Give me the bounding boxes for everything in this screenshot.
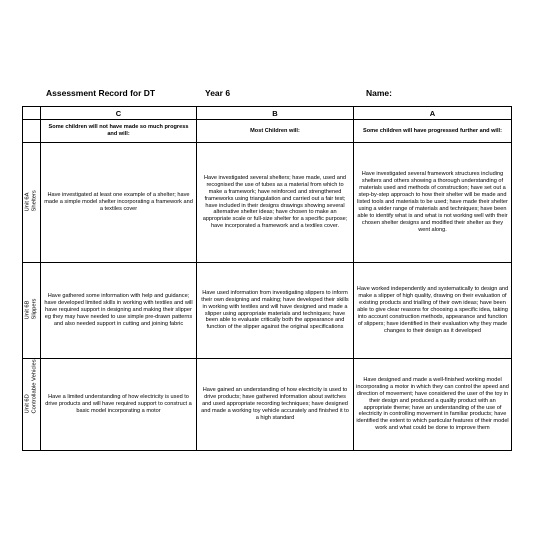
page-title: Assessment Record for DT — [46, 88, 156, 98]
grade-description-row — [23, 120, 512, 143]
grade-b-cell: Have used information from investigating slippers to inform their own designing and making; have developed their skills in working with textiles and will have designed and made a slipper using appropriate materials and techniques; have been able to evaluate critically both the appearance and function of the slipper against the original specifications — [197, 263, 354, 359]
unit-label-cell — [23, 263, 41, 359]
grade-c-cell: Have a limited understanding of how electricity is used to drive products and will have required support to construct a basic model incorporating a motor — [41, 359, 197, 451]
unit-label — [24, 298, 39, 319]
grade-a-heading: A — [354, 107, 512, 120]
grade-b-heading: B — [197, 107, 354, 120]
name-label: Name: — [366, 88, 392, 98]
table-row — [23, 263, 512, 359]
grade-c-description: Some children will not have made so much progress and will: — [41, 120, 197, 143]
table-row — [23, 359, 512, 451]
table-row — [23, 143, 512, 263]
grade-a-cell: Have worked independently and systematically to design and make a slipper of high quality, drawing on their evaluation of existing products and trialling of their own ideas; have been able to give clear reasons for choosing a specific idea, taking into account construction methods, appearance and function of slippers; have identified in their evaluation why they made changes to their design as it developed — [354, 263, 512, 359]
grade-a-cell: Have investigated several framework structures including shelters and others showing a thorough understanding of materials used and methods of construction; have set out a step-by-step approach to how their shelter will be made and listed tools and materials to be used; have made their shelter using a wider range of materials and techniques; have been able to identify what is and what is not working well with their chosen shelter designs and modified their shelter as they went along. — [354, 143, 512, 263]
unit-title: Controllable Vehicles — [31, 358, 38, 413]
grade-b-cell: Have gained an understanding of how electricity is used to drive products; have gathered information about switches and used appropriate recording techniques; have designed and made a working toy vehicle accurately and finished it to a high standard — [197, 359, 354, 451]
unit-label — [24, 358, 39, 413]
unit-code: Unit 6B — [24, 299, 31, 319]
grade-header-row — [23, 107, 512, 120]
corner-cell — [23, 120, 41, 143]
grade-a-cell: Have designed and made a well-finished working model incorporating a motor in which they can control the speed and direction of movement; have considered the user of the toy in their design and produced a quality product with an appropriate theme; have an understanding of the use of electricity in controlling movement in familiar products; have identified the extent to which particular features of their model work and what could be done to improve them — [354, 359, 512, 451]
unit-code: Unit 6A — [24, 191, 31, 211]
grade-c-cell: Have gathered some information with help and guidance; have developed limited skills in working with textiles and will have required support in designing and making their slipper eg they may have needed to use simple pre-drawn patterns and also needed support in cutting and joining fabric — [41, 263, 197, 359]
corner-cell — [23, 107, 41, 120]
unit-title: Shelters — [31, 189, 38, 211]
unit-label — [24, 189, 39, 211]
grade-b-description: Most Children will: — [197, 120, 354, 143]
assessment-table — [22, 106, 512, 451]
grade-a-description: Some children will have progressed further and will: — [354, 120, 512, 143]
unit-title: Slippers — [31, 298, 38, 319]
grade-b-cell: Have investigated several shelters; have made, used and recognised the use of tubes as a material from which to make a framework; have reinforced and strengthened frameworks using triangulation and carried out a fair test; have included in their designs drawings showing several alternative shelter ideas; have chosen to make an appropriate scale or full-size shelter for a specific purpose; have incorporated a framework and a textiles cover. — [197, 143, 354, 263]
grade-c-heading: C — [41, 107, 197, 120]
unit-code: Unit 6D — [24, 393, 31, 413]
unit-label-cell — [23, 359, 41, 451]
year-label: Year 6 — [205, 88, 231, 98]
grade-c-cell: Have investigated at least one example of a shelter; have made a simple model shelter incorporating a framework and a textiles cover — [41, 143, 197, 263]
unit-label-cell — [23, 143, 41, 263]
